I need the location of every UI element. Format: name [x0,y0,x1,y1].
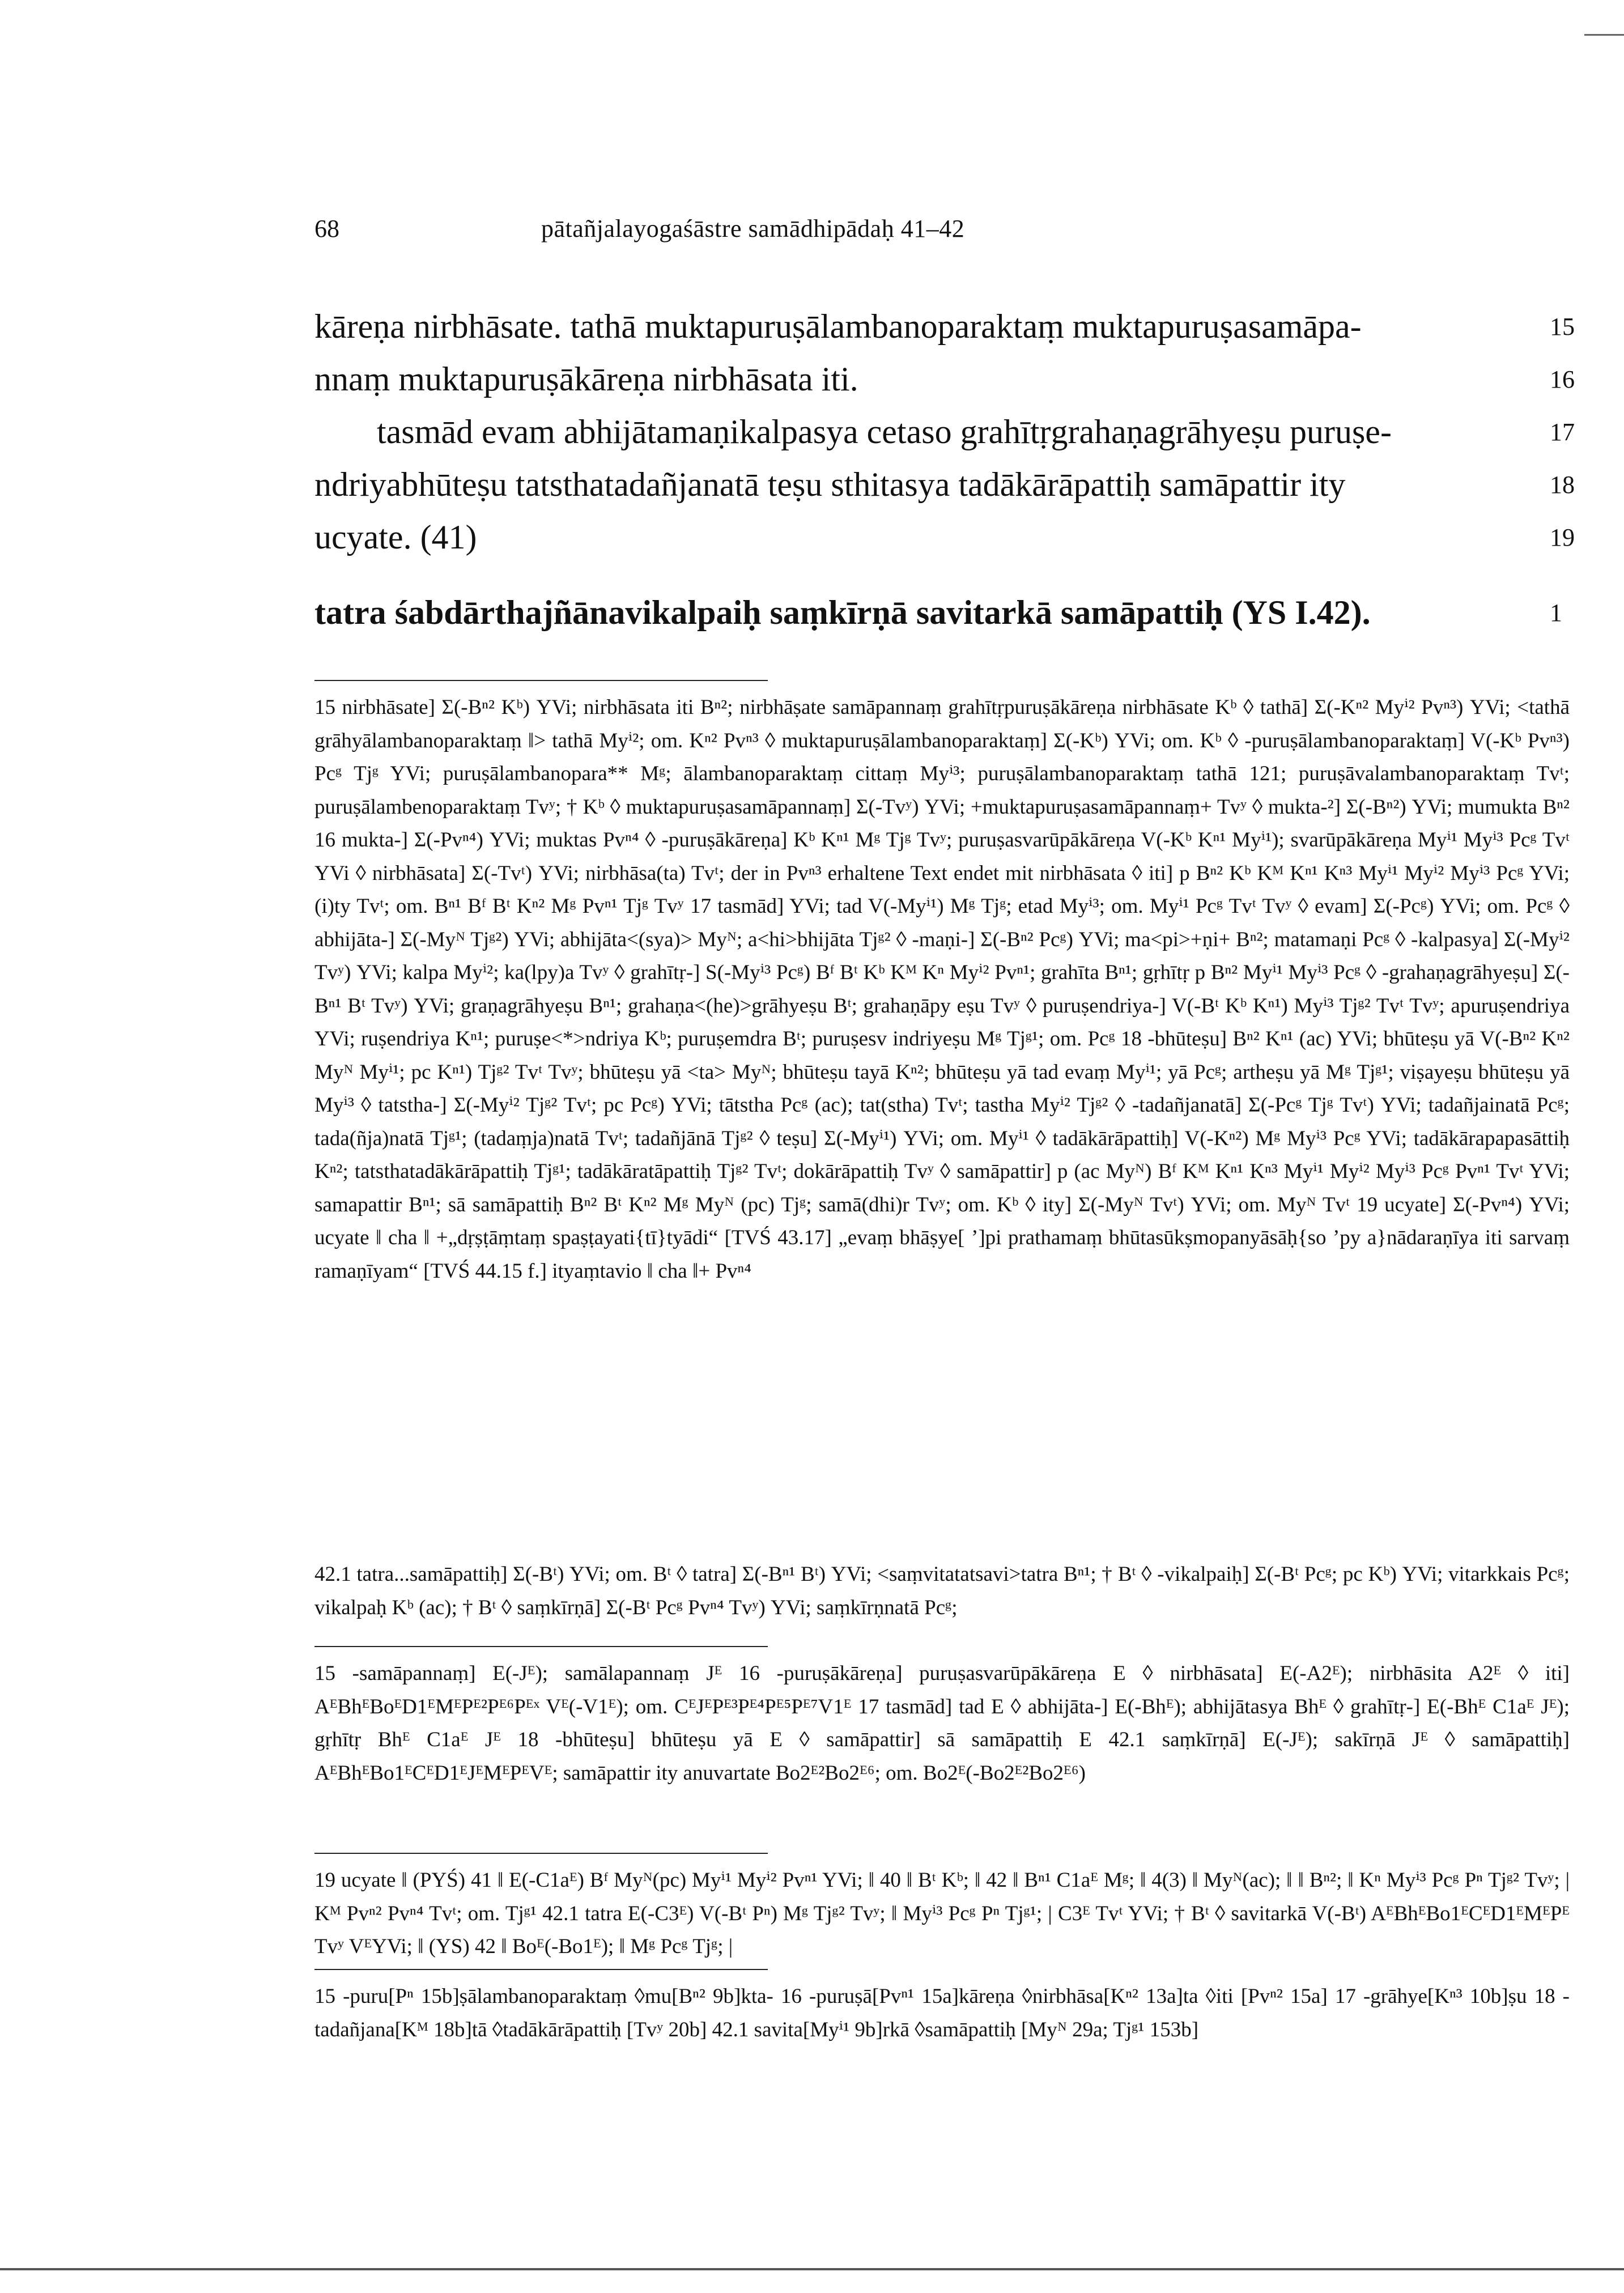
running-title: pātañjalayogaśāstre samādhipādaḥ 41–42 [541,215,965,243]
line-number: 17 [1550,418,1575,446]
footnote-rule [314,1853,768,1854]
page-number: 68 [314,215,339,243]
running-header [314,214,1300,248]
apparatus-text: 15 -puru[Pⁿ 15b]ṣālambanoparaktaṃ ◊mu[Bⁿ² 9b]kta- 16 -puruṣā[Pvⁿ¹ 15a]kāreṇa ◊nirbhāsa[Kⁿ² 13a]ta ◊iti [Pvⁿ² 15a] 17 -grāhye[Kⁿ³ 10b]ṣu 18 -tadañjana[Kᴹ 18b]tā ◊tadākārāpattiḥ [Tvʸ 20b] 42.1 savita[Myⁱ¹ 9b]rkā ◊samāpattiḥ [Myᴺ 29a; Tjᵍ¹ 153b] [314,1985,1570,2041]
line-number: 15 [1550,313,1575,341]
scan-edge-mark [1584,34,1624,36]
text-line-18 [314,458,1575,511]
sutra-text: tatra śabdārthajñānavikalpaiḥ saṃkīrṇā savitarkā samāpattiḥ (YS I.42). [314,594,1371,631]
text-line-16 [314,353,1575,406]
main-text [314,300,1575,639]
line-text: ndriyabhūteṣu tatsthatadañjanatā teṣu sthitasya tadākārāpattiḥ samāpattir ity [314,466,1346,503]
apparatus-4 [314,1864,1570,1964]
line-number: 1 [1550,599,1562,627]
line-number: 19 [1550,524,1575,551]
line-text: kāreṇa nirbhāsate. tathā muktapuruṣālambanoparaktaṃ muktapuruṣasamāpa- [314,308,1362,345]
apparatus-text: 15 nirbhāsate] Σ(-Bⁿ² Kᵇ) YVi; nirbhāsata iti Bⁿ²; nirbhāṣate samāpannaṃ grahītṛpuruṣākāreṇa nirbhāsate Kᵇ ◊ tathā] Σ(-Kⁿ² Myⁱ² Pvⁿ³) YVi; <tathā grāhyālambanoparaktaṃ ‖> tathā Myⁱ²; om. Kⁿ² Pvⁿ³ ◊ muktapuruṣālambanoparaktaṃ] Σ(-Kᵇ) YVi; om. Kᵇ ◊ -puruṣālambanoparaktaṃ] V(-Kᵇ Pvⁿ³) Pcᵍ Tjᵍ YVi; puruṣālambanopara** Mᵍ; ālambanoparaktaṃ cittaṃ Myⁱ³; puruṣālambanoparaktaṃ tathā 121; puruṣāvalambanoparaktaṃ Tvᵗ; puruṣālambenoparaktaṃ Tvʸ; † Kᵇ ◊ muktapuruṣasamāpannaṃ] Σ(-Tvʸ) YVi; +muktapuruṣasamāpannaṃ+ Tvʸ ◊ mukta-²] Σ(-Bⁿ²) YVi; mumukta Bⁿ² 16 mukta-] Σ(-Pvⁿ⁴) YVi; muktas Pvⁿ⁴ ◊ -puruṣākāreṇa] Kᵇ Kⁿ¹ Mᵍ Tjᵍ Tvʸ; puruṣasvarūpākāreṇa V(-Kᵇ Kⁿ¹ Myⁱ¹); svarūpākāreṇa Myⁱ¹ Myⁱ³ Pcᵍ Tvᵗ YVi ◊ nirbhāsata] Σ(-Tvᵗ) YVi; nirbhāsa(ta) Tvᵗ; der in Pvⁿ³ erhaltene Text endet mit nirbhāsata ◊ iti] p Bⁿ² Kᵇ Kᴹ Kⁿ¹ Kⁿ³ Myⁱ¹ Myⁱ² Myⁱ³ Pcᵍ YVi; (i)ty Tvᵗ; om. Bⁿ¹ Bᶠ Bᵗ Kⁿ² Mᵍ Pvⁿ¹ Tjᵍ Tvʸ 17 tasmād] YVi; tad V(-Myⁱ¹) Mᵍ Tjᵍ; etad Myⁱ³; om. Myⁱ¹ Pcᵍ Tvᵗ Tvʸ ◊ evam] Σ(-Pcᵍ) YVi; om. Pcᵍ ◊ abhijāta-] Σ(-Myᴺ Tjᵍ²) YVi; abhijāta<(sya)> Myᴺ; a<hi>bhijāta Tjᵍ² ◊ -maṇi-] Σ(-Bⁿ² Pcᵍ) YVi; ma<pi>+ṇi+ Bⁿ²; matamaṇi Pcᵍ ◊ -kalpasya] Σ(-Myⁱ² Tvʸ) YVi; kalpa Myⁱ²; ka(lpy)a Tvʸ ◊ grahītṛ-] S(-Myⁱ³ Pcᵍ) Bᶠ Bᵗ Kᵇ Kᴹ Kⁿ Myⁱ² Pvⁿ¹; grahīta Bⁿ¹; gṛhītṛ p Bⁿ² Myⁱ¹ Myⁱ³ Pcᵍ ◊ -grahaṇagrāhyeṣu] Σ(-Bⁿ¹ Bᵗ Tvʸ) YVi; graṇagrāhyeṣu Bⁿ¹; grahaṇa<(he)>grāhyeṣu Bᵗ; grahaṇāpy eṣu Tvʸ ◊ puruṣendriya-] V(-Bᵗ Kᵇ Kⁿ¹) Myⁱ³ Tjᵍ² Tvᵗ Tvʸ; apuruṣendriya YVi; ruṣendriya Kⁿ¹; puruṣe<*>ndriya Kᵇ; puruṣemdra Bᵗ; puruṣesv indriyeṣu Mᵍ Tjᵍ¹; om. Pcᵍ 18 -bhūteṣu] Bⁿ² Kⁿ¹ (ac) YVi; bhūteṣu yā V(-Bⁿ² Kⁿ² Myᴺ Myⁱ¹; pc Kⁿ¹) Tjᵍ² Tvᵗ Tvʸ; bhūteṣu yā <ta> Myᴺ; bhūteṣu tayā Kⁿ²; bhūteṣu yā tad evaṃ Myⁱ¹; yā Pcᵍ; artheṣu yā Mᵍ Tjᵍ¹; viṣayeṣu bhūteṣu yā Myⁱ³ ◊ tatstha-] Σ(-Myⁱ² Tjᵍ² Tvᵗ; pc Pcᵍ) YVi; tātstha Pcᵍ (ac); tat(stha) Tvᵗ; tastha Myⁱ² Tjᵍ² ◊ -tadañjanatā] Σ(-Pcᵍ Tjᵍ Tvᵗ) YVi; tadañjainatā Pcᵍ; tada(ñja)natā Tjᵍ¹; (tadaṃja)natā Tvᵗ; tadañjānā Tjᵍ² ◊ teṣu] Σ(-Myⁱ¹) YVi; om. Myⁱ¹ ◊ tadākārāpattiḥ] V(-Kⁿ²) Mᵍ Myⁱ³ Pcᵍ YVi; tadākārapapasāttiḥ Kⁿ²; tatsthatadākārāpattiḥ Tjᵍ¹; tadākāratāpattiḥ Tjᵍ² Tvᵗ; dokārāpattiḥ Tvʸ ◊ samāpattir] p (ac Myᴺ) Bᶠ Kᴹ Kⁿ¹ Kⁿ³ Myⁱ¹ Myⁱ² Myⁱ³ Pcᵍ Pvⁿ¹ Tvᵗ YVi; samapattir Bⁿ¹; sā samāpattiḥ Bⁿ² Bᵗ Kⁿ² Mᵍ Myᴺ (pc) Tjᵍ; samā(dhi)r Tvʸ; om. Kᵇ ◊ ity] Σ(-Myᴺ Tvᵗ) YVi; om. Myᴺ Tvᵗ 19 ucyate] Σ(-Pvⁿ⁴) YVi; ucyate ‖ cha ‖ +„dṛṣṭāṃtaṃ spaṣṭayati{tī}tyādi“ [TVŚ 43.17] „evaṃ bhāṣye[ ’]pi prathamaṃ bhūtasūkṣmopanyāsāḥ{so ’py a}nādaraṇīya iti sarvaṃ ramaṇīyam“ [TVŚ 44.15 f.] ityaṃtavio ‖ cha ‖+ Pvⁿ⁴ [314,696,1570,1283]
footnote-rule [314,1646,768,1647]
apparatus-text: 42.1 tatra...samāpattiḥ] Σ(-Bᵗ) YVi; om. Bᵗ ◊ tatra] Σ(-Bⁿ¹ Bᵗ) YVi; <saṃvitatatsavi>tatra Bⁿ¹; † Bᵗ ◊ -vikalpaiḥ] Σ(-Bᵗ Pcᵍ; pc Kᵇ) YVi; vitarkkais Pcᵍ; vikalpaḥ Kᵇ (ac); † Bᵗ ◊ saṃkīrṇā] Σ(-Bᵗ Pcᵍ Pvⁿ⁴ Tvʸ) YVi; saṃkīrṇnatā Pcᵍ; [314,1563,1570,1619]
text-line-15 [314,300,1575,353]
apparatus-3 [314,1657,1570,1790]
text-line-19 [314,511,1575,564]
apparatus-text: 15 -samāpannaṃ] E(-Jᴱ); samālapannaṃ Jᴱ 16 -puruṣākāreṇa] puruṣasvarūpākāreṇa E ◊ nirbhāsata] E(-A2ᴱ); nirbhāsita A2ᴱ ◊ iti] AᴱBhᴱBoᴱD1ᴱMᴱPᴱ²Pᴱ⁶Pᴱˣ Vᴱ(-V1ᴱ); om. CᴱJᴱPᴱ³Pᴱ⁴Pᴱ⁵Pᴱ⁷V1ᴱ 17 tasmād] tad E ◊ abhijāta-] E(-Bhᴱ); abhijātasya Bhᴱ ◊ grahītṛ-] E(-Bhᴱ C1aᴱ Jᴱ); gṛhītṛ Bhᴱ C1aᴱ Jᴱ 18 -bhūteṣu] bhūteṣu yā E ◊ samāpattir] sā samāpattiḥ E 42.1 saṃkīrṇā] E(-Jᴱ); sakīrṇā Jᴱ ◊ samāpattiḥ] AᴱBhᴱBo1ᴱCᴱD1ᴱJᴱMᴱPᴱVᴱ; samāpattir ity anuvartate Bo2ᴱ²Bo2ᴱ⁶; om. Bo2ᴱ(-Bo2ᴱ²Bo2ᴱ⁶) [314,1662,1570,1785]
footnote-rule [314,680,768,681]
apparatus-2 [314,1558,1570,1624]
apparatus-5 [314,1980,1570,2047]
text-line-17 [314,406,1575,458]
line-text: nnaṃ muktapuruṣākāreṇa nirbhāsata iti. [314,360,858,398]
footnote-rule [314,1969,768,1970]
sutra-line [314,586,1562,639]
apparatus-text: 19 ucyate ‖ (PYŚ) 41 ‖ E(-C1aᴱ) Bᶠ Myᴺ(pc) Myⁱ¹ Myⁱ² Pvⁿ¹ YVi; ‖ 40 ‖ Bᵗ Kᵇ; ‖ 42 ‖ Bⁿ¹ C1aᴱ Mᵍ; ‖ 4(3) ‖ Myᴺ(ac); ‖ ‖ Bⁿ²; ‖ Kⁿ Myⁱ³ Pcᵍ Pⁿ Tjᵍ² Tvʸ; | Kᴹ Pvⁿ² Pvⁿ⁴ Tvᵗ; om. Tjᵍ¹ 42.1 tatra E(-C3ᴱ) V(-Bᵗ Pⁿ) Mᵍ Tjᵍ² Tvʸ; ‖ Myⁱ³ Pcᵍ Pⁿ Tjᵍ¹; | C3ᴱ Tvᵗ YVi; † Bᵗ ◊ savitarkā V(-Bᵗ) AᴱBhᴱBo1ᴱCᴱD1ᴱMᴱPᴱ Tvʸ VᴱYVi; ‖ (YS) 42 ‖ Boᴱ(-Bo1ᴱ); ‖ Mᵍ Pcᵍ Tjᵍ; | [314,1869,1570,1958]
apparatus-1 [314,691,1570,1288]
line-number: 18 [1550,471,1575,499]
scan-edge-line [0,2268,1624,2270]
line-number: 16 [1550,365,1575,393]
line-text: tasmād evam abhijātamaṇikalpasya cetaso grahītṛgrahaṇagrāhyeṣu puruṣe- [377,413,1392,450]
line-text: ucyate. (41) [314,518,477,556]
